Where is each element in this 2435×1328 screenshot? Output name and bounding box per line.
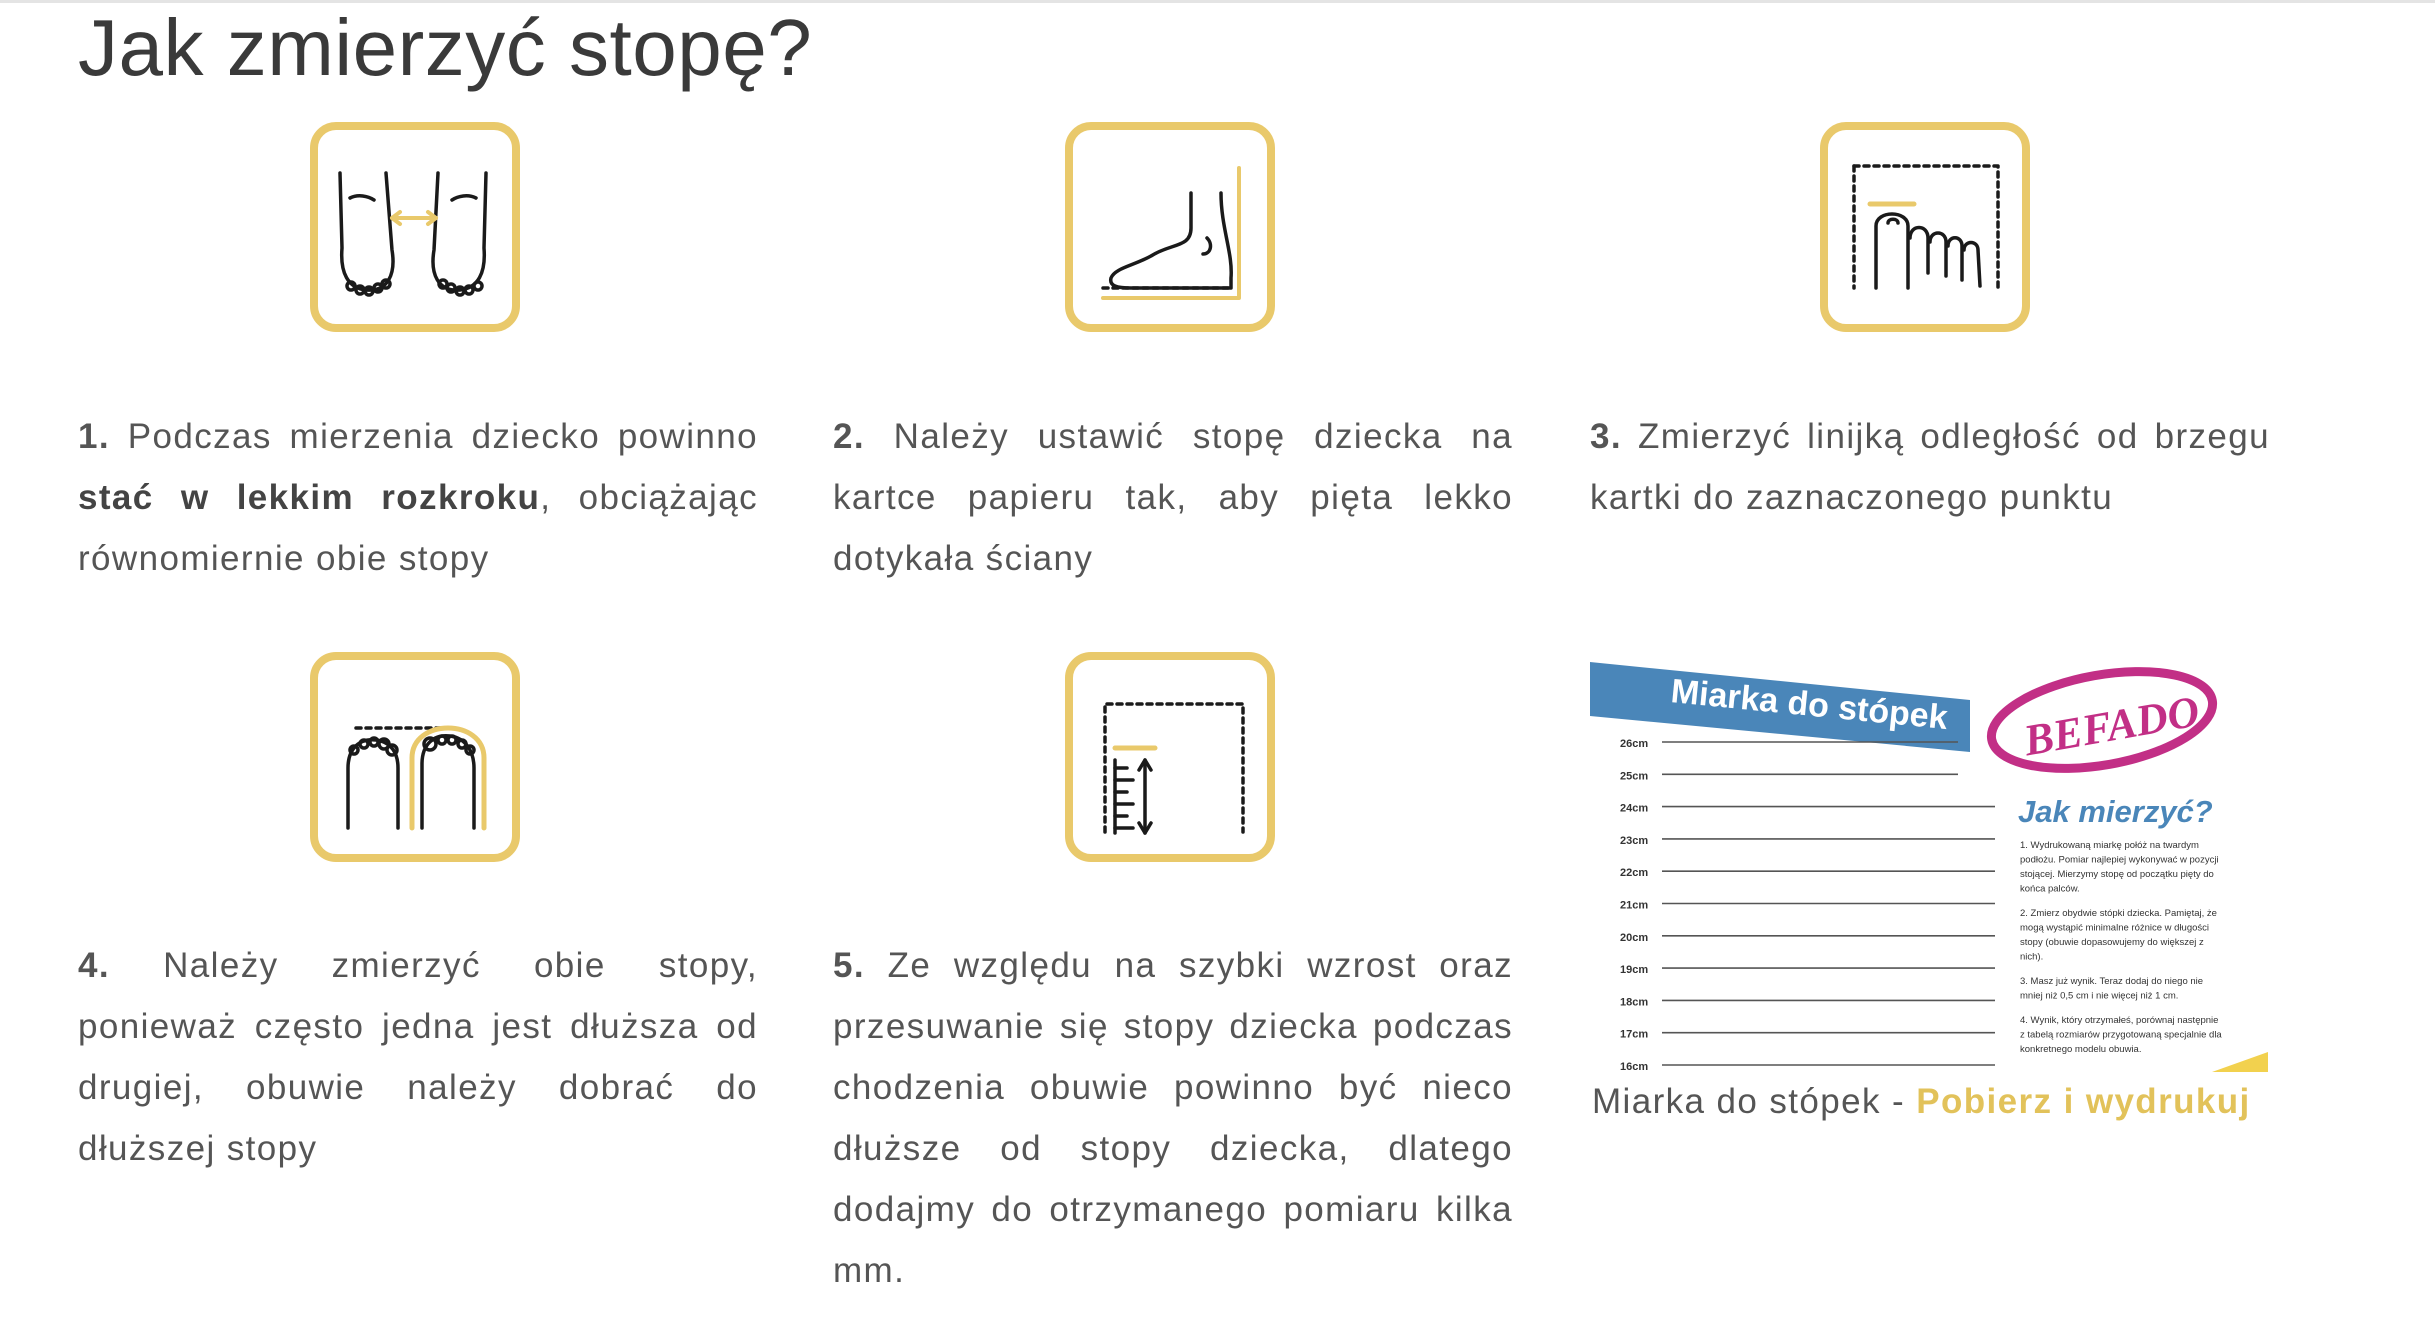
download-link[interactable]: Pobierz i wydrukuj <box>1916 1082 2251 1121</box>
step-2-body: Należy ustawić stopę dziecka na kartce papieru tak, aby pięta lekko dotykała ściany <box>833 417 1513 578</box>
step-1-text-after: , obciążając równomiernie obie stopy <box>78 478 758 578</box>
instruction-line: końca palców. <box>2020 883 2080 895</box>
miarka-heading: Jak mierzyć? <box>2018 794 2213 829</box>
instruction-line: podłożu. Pomiar najlepiej wykonywać w pozycji <box>2020 854 2219 866</box>
step-5-number: 5. <box>833 946 865 985</box>
scale-label: 24cm <box>1620 802 1649 815</box>
instruction-line: stojącej. Mierzymy stopę od początku pięty do <box>2020 869 2214 880</box>
step-2-number: 2. <box>833 417 865 456</box>
compare-feet-icon <box>310 652 520 862</box>
step-2-text <box>833 406 1513 589</box>
instruction-line: mogą wystąpić minimalne różnice w długości <box>2020 922 2210 934</box>
scale-label: 16cm <box>1620 1061 1649 1073</box>
step-3-text <box>1590 406 2270 528</box>
page-title: Jak zmierzyć stopę? <box>78 3 813 92</box>
scale-label: 20cm <box>1620 931 1649 944</box>
printable-ruler-thumbnail[interactable] <box>1590 660 2290 1075</box>
scale-label: 18cm <box>1620 996 1649 1009</box>
scale-label: 25cm <box>1620 770 1649 783</box>
scale-label: 21cm <box>1620 899 1649 912</box>
ruler-measure-icon <box>1065 652 1275 862</box>
instruction-line: mniej niż 0,5 cm i nie więcej niż 1 cm. <box>2020 990 2179 1002</box>
instructions-block <box>2020 840 2222 1055</box>
caption-prefix: Miarka do stópek - <box>1592 1082 1917 1121</box>
step-3-number: 3. <box>1590 417 1622 456</box>
step-4-text <box>78 935 758 1179</box>
step-1-text-before: Podczas mierzenia dziecko powinno <box>127 417 759 456</box>
step-4-body: Należy zmierzyć obie stopy, ponieważ często jedna jest dłuższa od drugiej, obuwie należy dobrać do dłuższej stopy <box>78 946 758 1168</box>
scale-label: 22cm <box>1620 867 1649 880</box>
instruction-line: 3. Masz już wynik. Teraz dodaj do niego nie <box>2020 976 2204 987</box>
scale-label: 23cm <box>1620 834 1649 847</box>
instruction-line: z tabelą rozmiarów przygotowaną specjalnie dla <box>2020 1029 2222 1041</box>
befado-logo-text: BEFADO <box>2020 686 2203 766</box>
foot-against-wall-icon <box>1065 122 1275 332</box>
instruction-line: nich). <box>2020 951 2044 963</box>
feet-apart-icon <box>310 122 520 332</box>
step-1-bold-text: stać w lekkim rozkroku <box>78 478 541 517</box>
step-5-body: Ze względu na szybki wzrost oraz przesuwanie się stopy dziecka podczas chodzenia obuwie powinno być nieco dłuższe od stopy dziecka, dlatego dodajmy do otrzymanego pomiaru kilka mm. <box>833 946 1513 1290</box>
step-1-number: 1. <box>78 417 110 456</box>
step-3-body: Zmierzyć linijką odległość od brzegu kartki do zaznaczonego punktu <box>1590 417 2270 517</box>
instruction-line: konkretnego modelu obuwia. <box>2020 1044 2142 1055</box>
step-4-number: 4. <box>78 946 110 985</box>
step-5-text <box>833 935 1513 1301</box>
instruction-line: stopy (obuwie dopasowujemy do większej z <box>2020 937 2204 948</box>
scale-label: 26cm <box>1620 738 1649 750</box>
banner-text: Miarka do stópek <box>1669 672 1950 738</box>
scale-label: 19cm <box>1620 964 1649 977</box>
toes-mark-icon <box>1820 122 2030 332</box>
instruction-line: 4. Wynik, który otrzymałeś, porównaj następnie <box>2020 1015 2219 1026</box>
instruction-line: 2. Zmierz obydwie stópki dziecka. Pamiętaj, że <box>2020 908 2217 919</box>
download-caption <box>1592 1082 2251 1122</box>
step-1-text <box>78 406 758 589</box>
instruction-line: 1. Wydrukowaną miarkę połóż na twardym <box>2020 840 2199 851</box>
scale-label: 17cm <box>1620 1028 1649 1041</box>
